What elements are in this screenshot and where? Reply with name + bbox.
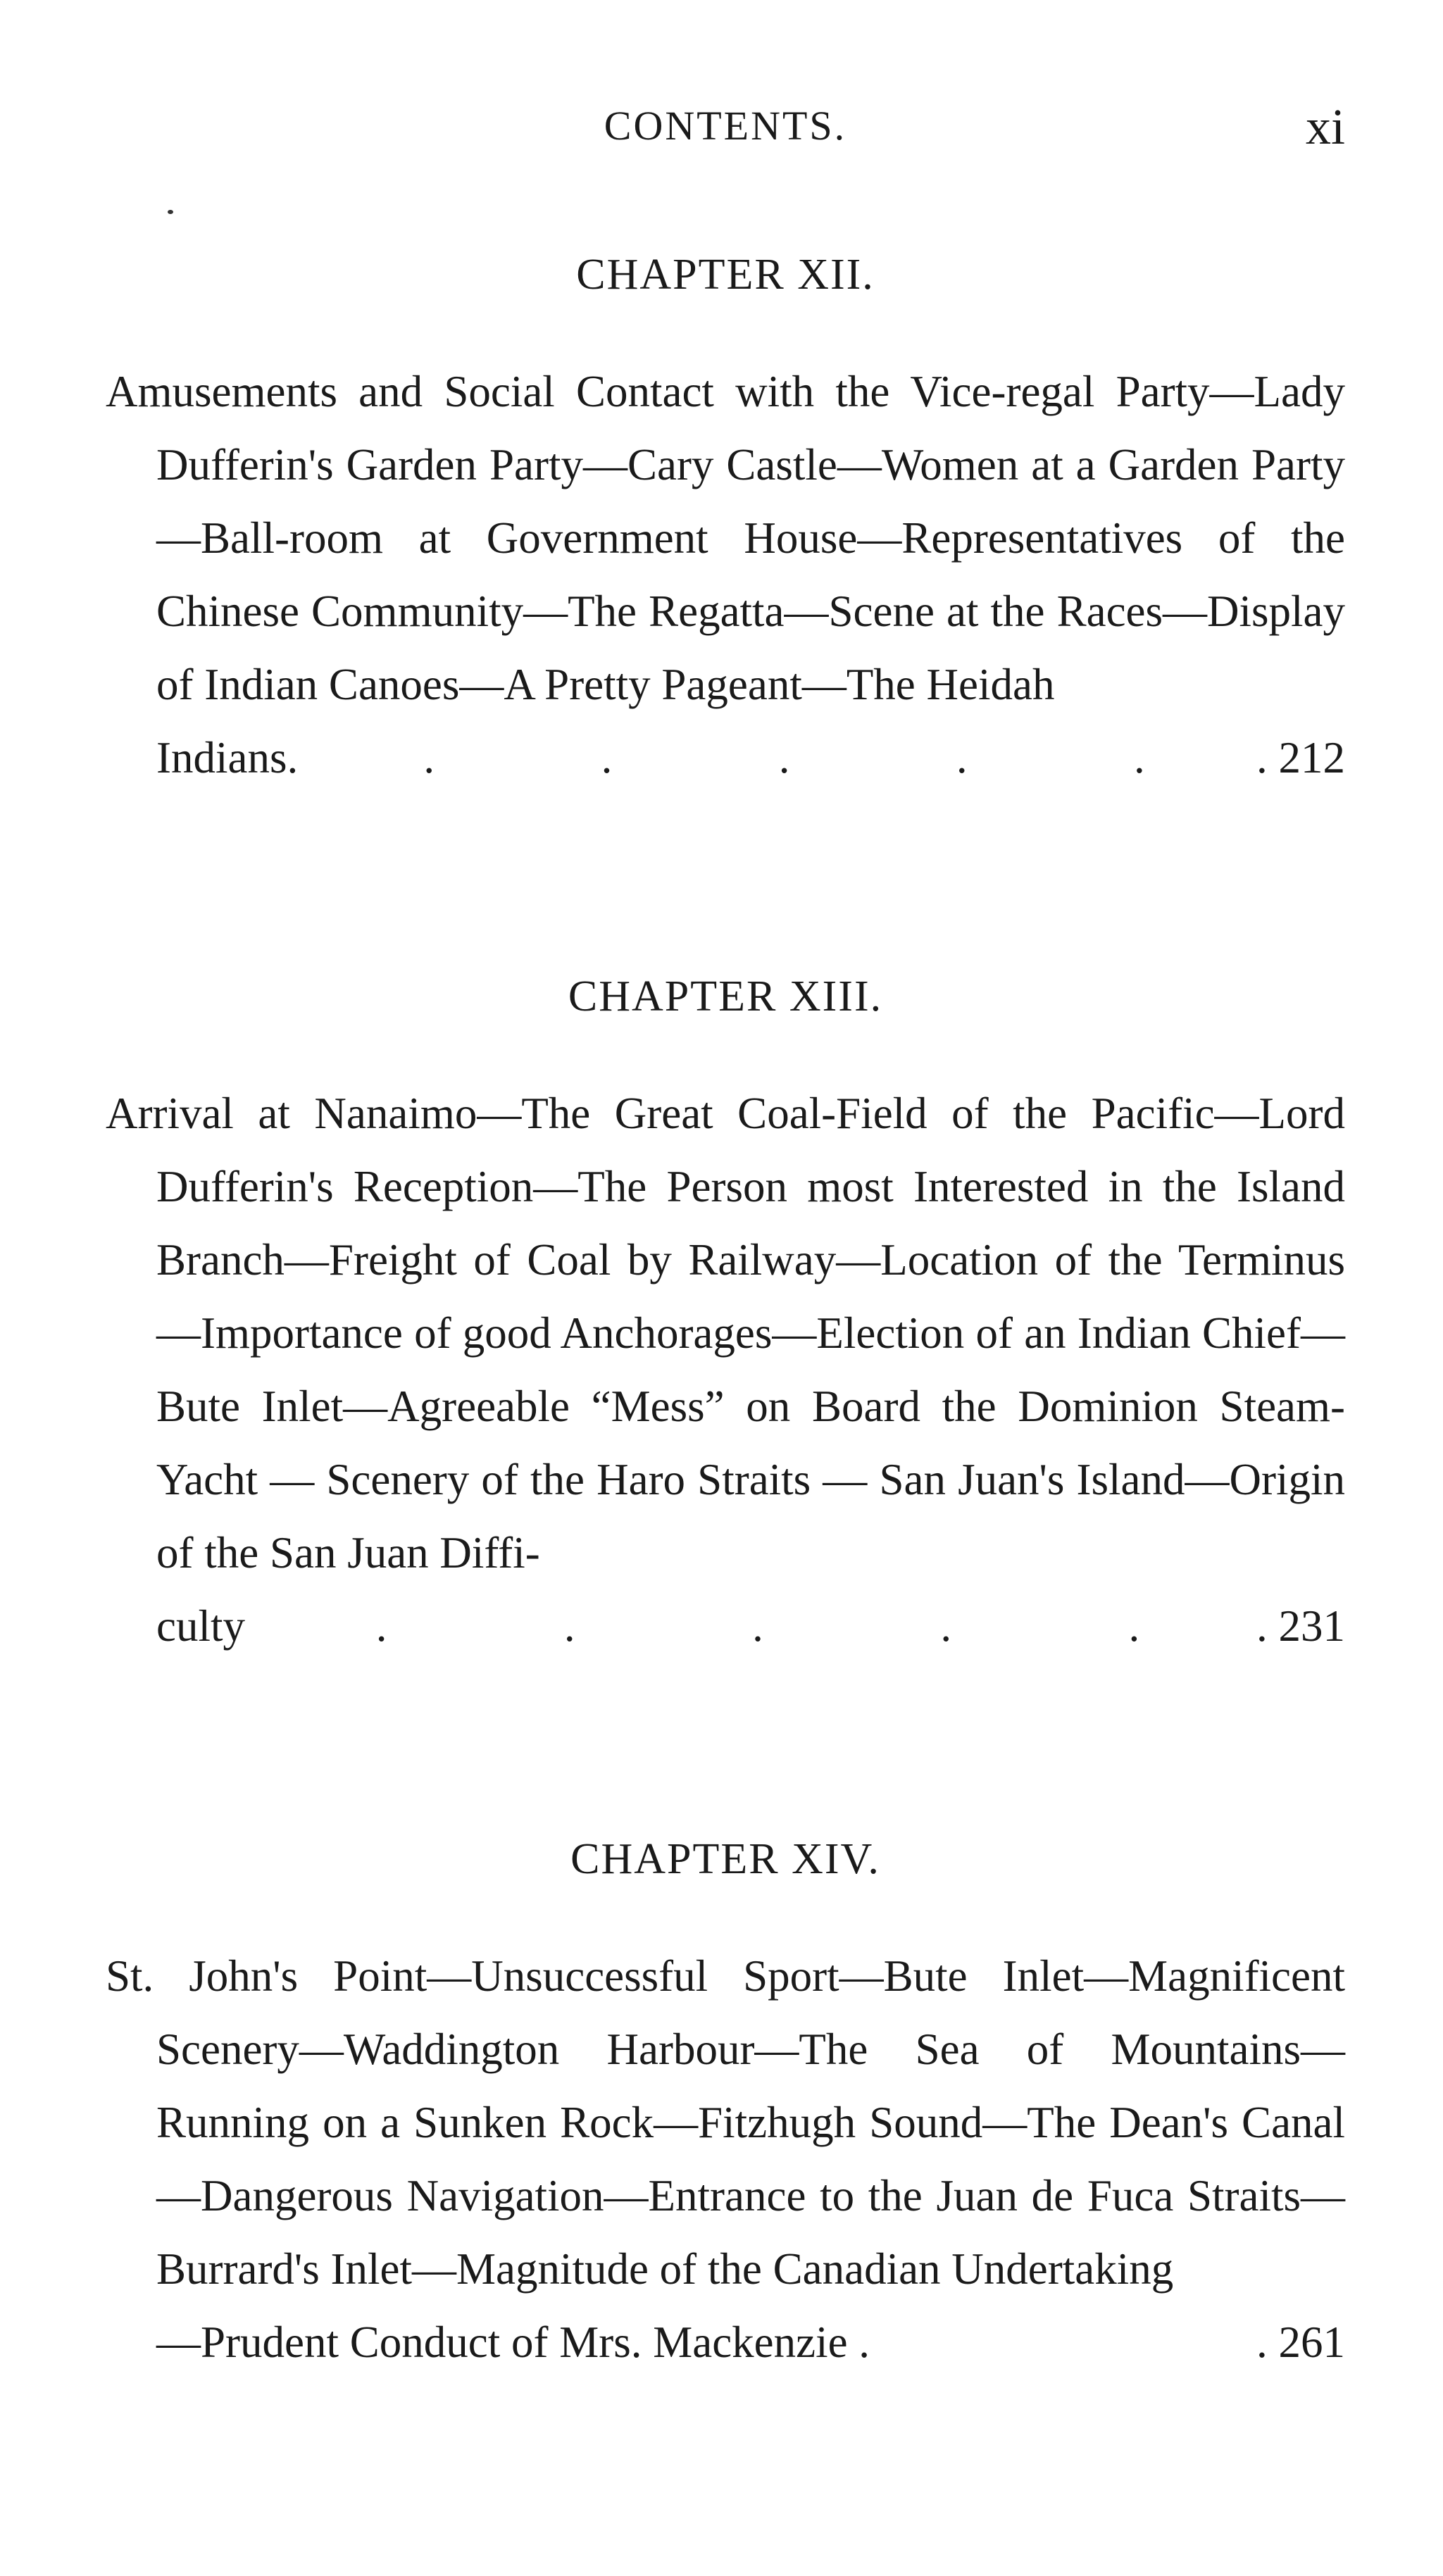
page-number: . 212 bbox=[1256, 733, 1345, 782]
chapter-xiii bbox=[106, 972, 1345, 1663]
summary-last-line: —Prudent Conduct of Mrs. Mackenzie . bbox=[156, 2318, 870, 2367]
chapter-heading: CHAPTER XIII. bbox=[568, 973, 883, 1020]
print-speck bbox=[168, 210, 173, 214]
chapter-summary: Arrival at Nanaimo—The Great Coal-Field of the Pacific—Lord Dufferin's Reception—The Person most Interested in the Island Branch—Freight of Coal by Railway—Location of the Terminus—Importance of good Anchorages—Election of an Indian Chief—Bute Inlet—Agreeable “Mess” on Board the Dominion Steam-Yacht — Scenery of the Haro Straits — San Juan's Island—Origin of the San Juan Diffi- bbox=[106, 1089, 1345, 1577]
summary-last-line: Indians. bbox=[156, 733, 299, 782]
summary-last-line: culty bbox=[156, 1601, 245, 1651]
chapter-summary: St. John's Point—Unsuccessful Sport—Bute Inlet—Magnificent Scenery—Waddington Harbour—The Sea of Mountains—Running on a Sunken Rock—Fitzhugh Sound—The Dean's Canal—Dangerous Navigation—Entrance to the Juan de Fuca Straits—Burrard's Inlet—Magnitude of the Canadian Undertaking bbox=[106, 1951, 1345, 2294]
leader-line bbox=[106, 2306, 1345, 2379]
chapter-xiv bbox=[106, 1834, 1345, 2379]
leader-line bbox=[106, 1589, 1345, 1663]
chapter-heading: CHAPTER XII. bbox=[576, 251, 875, 299]
running-head bbox=[106, 99, 1345, 165]
page-number: . 231 bbox=[1256, 1601, 1345, 1651]
chapter-xii bbox=[106, 250, 1345, 794]
chapter-summary: Amusements and Social Contact with the Vice-regal Party—Lady Dufferin's Garden Party—Cary Castle—Women at a Garden Party—Ball-room at Government House—Representatives of the Chinese Community—The Regatta—Scene at the Races—Display of Indian Canoes—A Pretty Pageant—The Heidah bbox=[106, 367, 1345, 709]
dot-leader: . . . . . bbox=[375, 1601, 1140, 1651]
dot-leader: . . . . . bbox=[423, 733, 1145, 782]
leader-line bbox=[106, 721, 1345, 794]
chapter-heading: CHAPTER XIV. bbox=[570, 1835, 880, 1883]
page-number: . 261 bbox=[1256, 2318, 1345, 2367]
page-folio: xi bbox=[1305, 99, 1345, 155]
running-title: CONTENTS. bbox=[604, 103, 847, 149]
